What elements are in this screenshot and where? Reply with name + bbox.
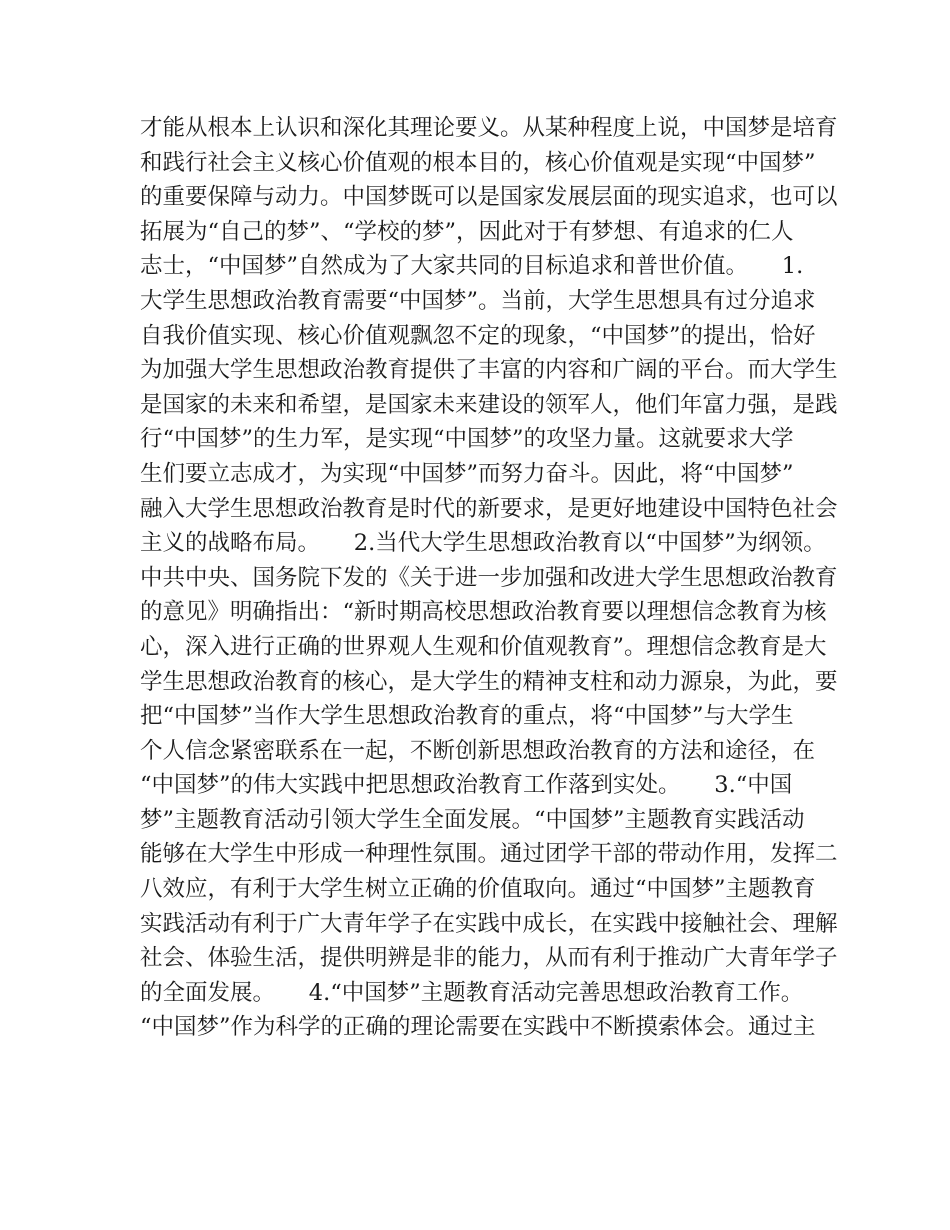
text-line: “中国梦”作为科学的正确的理论需要在实践中不断摸索体会。通过主 xyxy=(140,1014,816,1041)
text-line: 八效应，有利于大学生树立正确的价值取向。通过“中国梦”主题教育 xyxy=(140,876,816,903)
text-line: 拓展为“自己的梦”、“学校的梦”，因此对于有梦想、有追求的仁人 xyxy=(140,218,794,245)
text-line: 的全面发展。 4.“中国梦”主题教育活动完善思想政治教育工作。 xyxy=(140,979,804,1006)
text-line: 实践活动有利于广大青年学子在实践中成长，在实践中接触社会、理解 xyxy=(140,910,838,937)
text-line: 自我价值实现、核心价值观飘忽不定的现象，“中国梦”的提出，恰好 xyxy=(140,322,816,349)
text-line: “中国梦”的伟大实践中把思想政治教育工作落到实处。 3.“中国 xyxy=(140,772,793,799)
text-line: 社会、体验生活，提供明辨是非的能力，从而有利于推动广大青年学子 xyxy=(140,945,838,972)
text-line: 生们要立志成才，为实现“中国梦”而努力奋斗。因此，将“中国梦” xyxy=(140,460,794,487)
text-line: 把“中国梦”当作大学生思想政治教育的重点，将“中国梦”与大学生 xyxy=(140,703,794,730)
text-line: 的重要保障与动力。中国梦既可以是国家发展层面的现实追求，也可以 xyxy=(140,184,838,211)
text-line: 融入大学生思想政治教育是时代的新要求，是更好地建设中国特色社会 xyxy=(140,495,838,522)
text-line: 中共中央、国务院下发的《关于进一步加强和改进大学生思想政治教育 xyxy=(140,564,838,591)
text-line: 大学生思想政治教育需要“中国梦”。当前，大学生思想具有过分追求 xyxy=(140,287,816,314)
text-line: 行“中国梦”的生力军，是实现“中国梦”的攻坚力量。这就要求大学 xyxy=(140,426,794,453)
text-line: 和践行社会主义核心价值观的根本目的，核心价值观是实现“中国梦” xyxy=(140,149,816,176)
text-line: 梦”主题教育活动引领大学生全面发展。“中国梦”主题教育实践活动 xyxy=(140,806,805,833)
body-text xyxy=(140,111,838,1045)
text-line: 的意见》明确指出：“新时期高校思想政治教育要以理想信念教育为核 xyxy=(140,599,827,626)
text-line: 心，深入进行正确的世界观人生观和价值观教育”。理想信念教育是大 xyxy=(140,633,827,660)
text-line: 主义的战略布局。 2.当代大学生思想政治教育以“中国梦”为纲领。 xyxy=(140,530,826,557)
text-line: 是国家的未来和希望，是国家未来建设的领军人，他们年富力强，是践 xyxy=(140,391,838,418)
text-line: 学生思想政治教育的核心，是大学生的精神支柱和动力源泉，为此，要 xyxy=(140,668,838,695)
text-line: 志士，“中国梦”自然成为了大家共同的目标追求和普世价值。 1. xyxy=(140,253,804,280)
text-line: 为加强大学生思想政治教育提供了丰富的内容和广阔的平台。而大学生 xyxy=(140,357,838,384)
text-line: 才能从根本上认识和深化其理论要义。从某种程度上说，中国梦是培育 xyxy=(140,115,838,141)
text-line: 个人信念紧密联系在一起，不断创新思想政治教育的方法和途径，在 xyxy=(140,737,816,764)
text-line: 能够在大学生中形成一种理性氛围。通过团学干部的带动作用，发挥二 xyxy=(140,841,838,868)
